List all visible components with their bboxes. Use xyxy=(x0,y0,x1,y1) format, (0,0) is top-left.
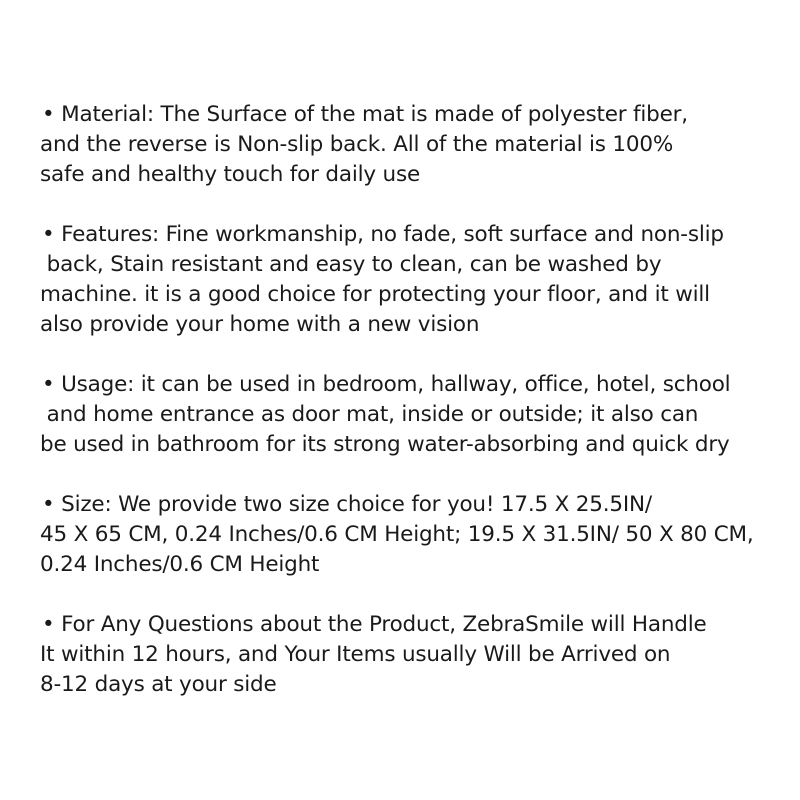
bullet-features-line-3: machine. it is a good choice for protecting your floor, and it will xyxy=(40,282,710,307)
bullet-material-line-2: and the reverse is Non-slip back. All of the material is 100% xyxy=(40,132,674,157)
bullet-features-line-2: back, Stain resistant and easy to clean, can be washed by xyxy=(40,252,662,277)
bullet-features-line-1: • Features: Fine workmanship, no fade, soft surface and non-slip xyxy=(42,222,724,247)
bullet-usage-line-2: and home entrance as door mat, inside or outside; it also can xyxy=(40,402,699,427)
bullet-questions-line-1: • For Any Questions about the Product, ZebraSmile will Handle xyxy=(42,612,707,637)
bullet-material-line-3: safe and healthy touch for daily use xyxy=(40,162,420,187)
bullet-questions-line-2: It within 12 hours, and Your Items usually Will be Arrived on xyxy=(40,642,671,667)
bullet-usage-line-1: • Usage: it can be used in bedroom, hallway, office, hotel, school xyxy=(42,372,731,397)
bullet-material-line-1: • Material: The Surface of the mat is made of polyester fiber, xyxy=(42,102,688,127)
bullet-size-line-3: 0.24 Inches/0.6 CM Height xyxy=(40,552,320,577)
bullet-size-line-2: 45 X 65 CM, 0.24 Inches/0.6 CM Height; 19.5 X 31.5IN/ 50 X 80 CM, xyxy=(40,522,754,547)
bullet-questions-line-3: 8-12 days at your side xyxy=(40,672,277,697)
bullet-size-line-1: • Size: We provide two size choice for you! 17.5 X 25.5IN/ xyxy=(42,492,652,517)
bullet-usage-line-3: be used in bathroom for its strong water-absorbing and quick dry xyxy=(40,432,730,457)
bullet-features-line-4: also provide your home with a new vision xyxy=(40,312,480,337)
